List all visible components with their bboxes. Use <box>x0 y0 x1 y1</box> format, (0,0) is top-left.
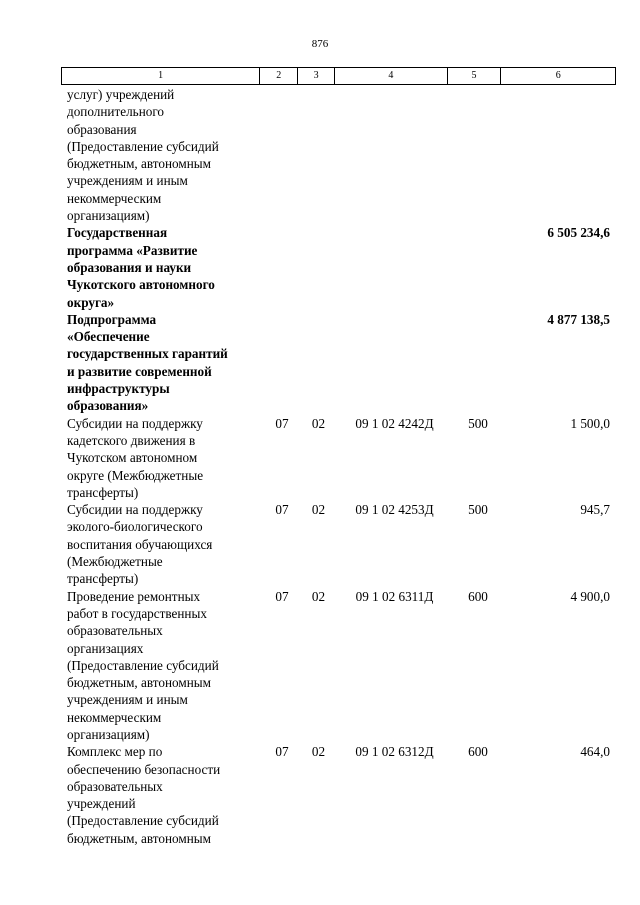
row-section <box>260 224 298 310</box>
row-amount: 1 500,0 <box>570 415 610 431</box>
table-row <box>61 224 616 310</box>
table-row <box>61 501 616 587</box>
header-col-4: 4 <box>335 68 448 84</box>
table-header <box>61 67 616 85</box>
row-amount: 4 900,0 <box>570 588 610 604</box>
table-row <box>61 311 616 415</box>
row-target-article <box>335 311 448 415</box>
budget-table-body <box>61 86 616 847</box>
row-name: Комплекс мер по обеспечению безопасности образовательных учреждений (Предоставление субсидий бюджетным, автономным <box>67 744 221 846</box>
row-subsection: 02 <box>311 588 326 604</box>
header-col-3: 3 <box>298 68 335 84</box>
row-amount: 4 877 138,5 <box>547 311 610 327</box>
row-section: 07 <box>275 502 289 518</box>
row-section <box>260 86 298 224</box>
table-row <box>61 415 616 501</box>
table-row <box>61 743 616 847</box>
row-target-article: 09 1 02 4242Д <box>355 415 434 431</box>
row-amount <box>502 86 616 224</box>
row-section: 07 <box>275 588 289 604</box>
row-target-article: 09 1 02 6312Д <box>355 744 434 760</box>
table-row <box>61 86 616 224</box>
header-col-6: 6 <box>555 70 561 81</box>
row-amount: 464,0 <box>580 744 610 760</box>
row-subsection <box>298 311 335 415</box>
header-col-5: 5 <box>448 68 502 84</box>
row-expense-type: 600 <box>468 744 488 760</box>
header-col-2: 2 <box>260 68 298 84</box>
page-number: 876 <box>311 38 329 50</box>
row-subsection: 02 <box>311 415 326 431</box>
row-subsection <box>298 224 335 310</box>
row-expense-type <box>448 86 502 224</box>
row-name: Проведение ремонтных работ в государственных образовательных организациях (Предоставление субсидий бюджетным, автономным учреждениям и иным некоммерческим организациям) <box>67 588 219 742</box>
row-amount: 945,7 <box>580 502 610 518</box>
row-amount: 6 505 234,6 <box>547 225 610 241</box>
row-target-article: 09 1 02 6311Д <box>355 588 434 604</box>
row-name: Подпрограмма «Обеспечение государственных гарантий и развитие современной инфраструктуры образования» <box>67 311 228 414</box>
row-subsection: 02 <box>311 744 326 760</box>
row-section <box>260 311 298 415</box>
row-name: Государственная программа «Развитие образования и науки Чукотского автономного округа» <box>67 225 215 310</box>
row-subsection: 02 <box>311 502 326 518</box>
header-col-1: 1 <box>62 68 260 84</box>
row-expense-type <box>448 224 502 310</box>
row-name: Субсидии на поддержку кадетского движения в Чукотском автономном округе (Межбюджетные трансферты) <box>67 415 204 500</box>
row-name: Субсидии на поддержку эколого-биологического воспитания обучающихся (Межбюджетные трансферты) <box>67 502 213 587</box>
row-name: услуг) учреждений дополнительного образования (Предоставление субсидий бюджетным, автономным учреждениям и иным некоммерческим организациям) <box>67 87 219 224</box>
table-row <box>61 588 616 744</box>
row-target-article <box>335 86 448 224</box>
row-target-article <box>335 224 448 310</box>
row-expense-type: 600 <box>468 588 488 604</box>
row-subsection <box>298 86 335 224</box>
row-section: 07 <box>275 744 289 760</box>
row-expense-type <box>448 311 502 415</box>
row-target-article: 09 1 02 4253Д <box>355 502 434 518</box>
row-expense-type: 500 <box>468 415 488 431</box>
row-expense-type: 500 <box>468 502 488 518</box>
row-section: 07 <box>275 415 289 431</box>
